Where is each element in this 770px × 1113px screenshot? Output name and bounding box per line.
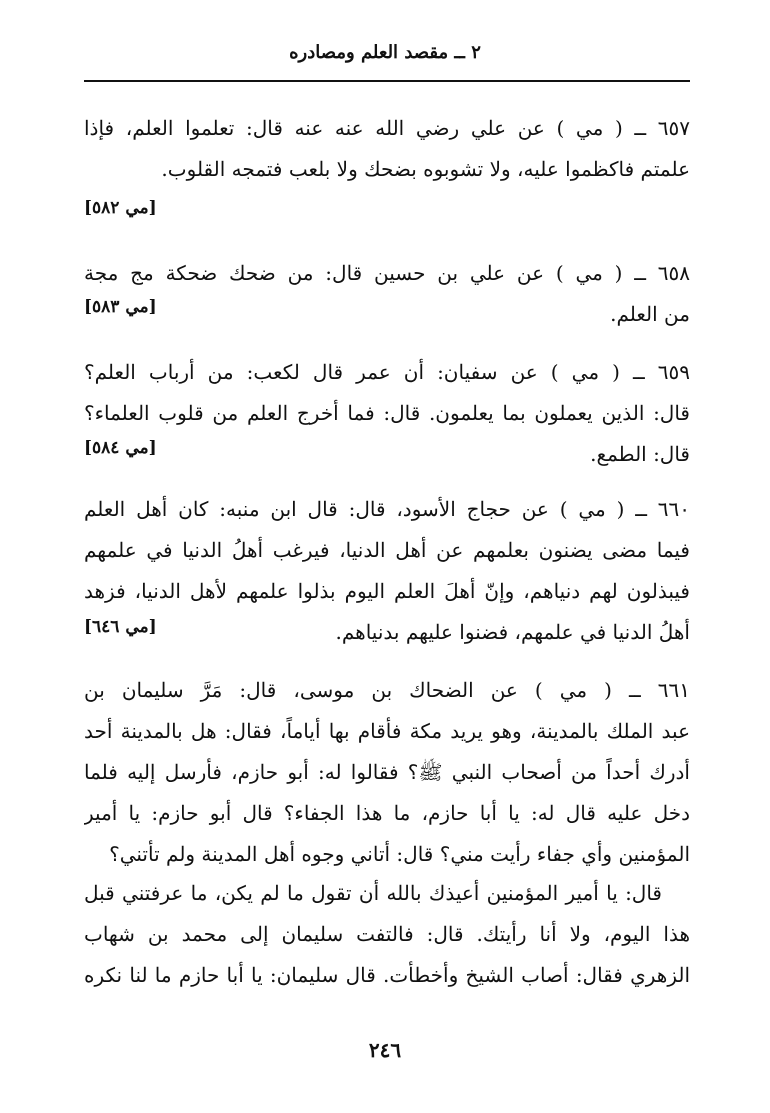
source-reference: [مي ٥٨٣] [84,297,157,317]
paragraph-line: قال: يا أمير المؤمنين أعيذك بالله أن تقول ما لم يكن، ما عرفتني قبل [84,881,662,905]
paragraph-line: هذا اليوم، ولا أنا رأيتك. قال: فالتفت سليمان إلى محمد بن شهاب [84,922,690,946]
page-number: ٢٤٦ [368,1038,402,1062]
entry-line: ٦٥٧ ــ ( مي ) عن علي رضي الله عنه عنه قال: تعلموا العلم، فإذا [84,116,690,140]
entry-line: أدرك أحداً من أصحاب النبي ﷺ؟ فقالوا له: أبو حازم، فأرسل إليه فلما [84,760,690,784]
entry-line: دخل عليه قال له: يا أبا حازم، ما هذا الجفاء؟ قال أبو حازم: يا أمير [84,801,690,825]
entry-line: قال: الطمع. [590,442,690,466]
entry-line: فيبذلون لهم دنياهم، وإنّ أهلَ العلم اليوم بذلوا علمهم لأهل الدنيا، فزهد [84,579,690,603]
hadith-entry-661 [84,670,690,875]
hadith-entry-657 [84,108,690,218]
entry-line: قال: الذين يعملون بما يعلمون. قال: فما أخرج العلم من قلوب العلماء؟ [84,401,690,425]
continuation-paragraph [84,873,690,996]
entry-line: المؤمنين وأي جفاء رأيت مني؟ قال: أتاني وجوه أهل المدينة ولم تأتني؟ [109,842,690,866]
entry-line: ٦٥٨ ــ ( مي ) عن علي بن حسين قال: من ضحك ضحكة مج مجة [84,261,690,285]
entry-line: أهلُ الدنيا في علمهم، فضنوا عليهم بدنياهم. [335,620,690,644]
source-reference: [مي ٦٤٦] [84,617,157,637]
entry-line: ٦٥٩ ــ ( مي ) عن سفيان: أن عمر قال لكعب: من أرباب العلم؟ [84,360,690,384]
hadith-entry-660 [84,489,690,653]
entry-line: من العلم. [610,302,690,326]
entry-line: عبد الملك بالمدينة، وهو يريد مكة فأقام بها أياماً، فقال: هل بالمدينة أحد [84,719,690,743]
entry-line: علمتم فاكظموا عليه، ولا تشوبوه بضحك ولا بلعب فتمجه القلوب. [161,157,690,181]
entry-line: فيما مضى يضنون بعلمهم عن أهل الدنيا، فيرغب أهلُ الدنيا في علمهم [84,538,690,562]
header-rule [84,80,690,82]
hadith-entry-658 [84,253,690,335]
entry-line: ٦٦١ ــ ( مي ) عن الضحاك بن موسى، قال: مَرَّ سليمان بن [84,678,690,702]
hadith-entry-659 [84,352,690,475]
source-reference: [مي ٥٨٤] [84,438,157,458]
entry-line: ٦٦٠ ــ ( مي ) عن حجاج الأسود، قال: قال ابن منبه: كان أهل العلم [84,497,690,521]
paragraph-line: الزهري فقال: أصاب الشيخ وأخطأت. قال سليمان: يا أبا حازم ما لنا نكره [84,963,690,987]
source-reference: [مي ٥٨٢] [84,198,157,218]
page-header-title: ٢ ــ مقصد العلم ومصادره [289,42,481,63]
